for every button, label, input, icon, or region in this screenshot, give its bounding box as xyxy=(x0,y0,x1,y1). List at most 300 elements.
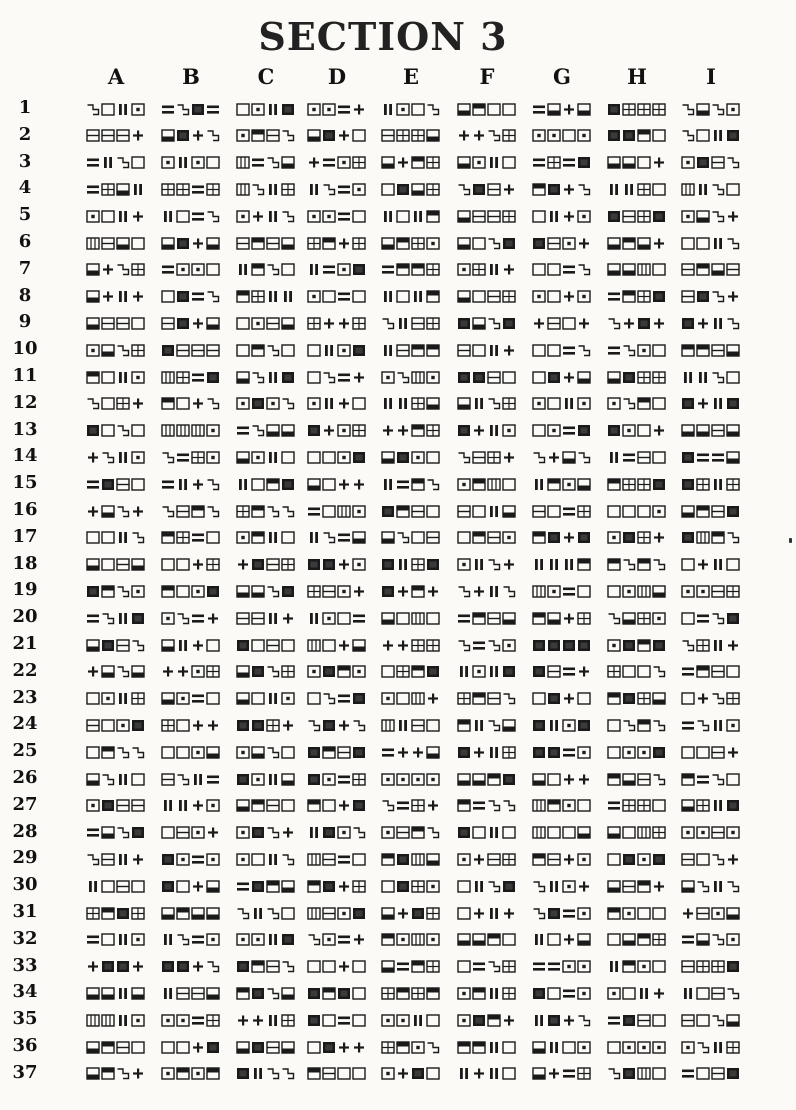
symbol-cell xyxy=(86,745,145,759)
vertical-bars-symbol xyxy=(532,558,546,571)
open-square-symbol xyxy=(161,1041,175,1054)
vertical-bars-symbol xyxy=(711,129,725,142)
symbol-cell xyxy=(532,156,591,170)
column-square-symbol xyxy=(637,263,651,276)
hook-symbol xyxy=(352,719,366,732)
equals-symbol xyxy=(607,1014,621,1027)
plus-symbol xyxy=(726,210,740,223)
solid-square-symbol xyxy=(502,665,516,678)
open-square-symbol xyxy=(652,451,666,464)
plus-symbol xyxy=(652,317,666,330)
plus-symbol xyxy=(426,799,440,812)
solid-square-symbol xyxy=(607,103,621,116)
row-number: 25 xyxy=(12,740,38,762)
symbol-cell xyxy=(307,424,366,438)
solid-square-symbol xyxy=(532,237,546,250)
vertical-bars-symbol xyxy=(411,210,425,223)
bottom-bar-square-symbol xyxy=(457,237,471,250)
hook-symbol xyxy=(281,1067,295,1080)
vertical-bars-symbol xyxy=(381,103,395,116)
open-square-symbol xyxy=(502,1067,516,1080)
equals-symbol xyxy=(86,478,100,491)
symbol-cell xyxy=(607,263,666,277)
solid-square-symbol xyxy=(176,237,190,250)
plus-symbol xyxy=(696,692,710,705)
bottom-bar-square-symbol xyxy=(457,210,471,223)
dotted-square-symbol xyxy=(502,531,516,544)
dotted-square-symbol xyxy=(652,1041,666,1054)
symbol-cell xyxy=(457,236,516,250)
vertical-bars-symbol xyxy=(532,1014,546,1027)
symbol-cell xyxy=(86,450,145,464)
symbol-cell xyxy=(236,745,295,759)
symbol-cell xyxy=(236,370,295,384)
open-square-symbol xyxy=(681,558,695,571)
column-square-symbol xyxy=(637,585,651,598)
solid-square-symbol xyxy=(396,853,410,866)
hook-symbol xyxy=(322,371,336,384)
symbol-cell xyxy=(307,558,366,572)
open-square-symbol xyxy=(131,237,145,250)
symbol-cell xyxy=(607,182,666,196)
split-square-symbol xyxy=(487,290,501,303)
split-square-symbol xyxy=(681,960,695,973)
grid-square-symbol xyxy=(652,103,666,116)
open-square-symbol xyxy=(726,371,740,384)
hook-symbol xyxy=(116,424,130,437)
grid-square-symbol xyxy=(411,880,425,893)
bottom-bar-square-symbol xyxy=(381,612,395,625)
plus-symbol xyxy=(502,263,516,276)
symbol-cell xyxy=(457,450,516,464)
symbol-cell xyxy=(236,558,295,572)
top-bar-square-symbol xyxy=(266,478,280,491)
split-square-symbol xyxy=(322,1067,336,1080)
row-number: 17 xyxy=(12,525,38,547)
bottom-bar-square-symbol xyxy=(86,1067,100,1080)
plus-symbol xyxy=(426,585,440,598)
bottom-bar-square-symbol xyxy=(86,639,100,652)
dotted-square-symbol xyxy=(637,344,651,357)
symbol-cell xyxy=(457,906,516,920)
open-square-symbol xyxy=(206,639,220,652)
top-bar-square-symbol xyxy=(487,933,501,946)
vertical-bars-symbol xyxy=(116,853,130,866)
dotted-square-symbol xyxy=(622,907,636,920)
open-square-symbol xyxy=(101,397,115,410)
split-square-symbol xyxy=(622,210,636,223)
solid-square-symbol xyxy=(607,210,621,223)
solid-square-symbol xyxy=(236,773,250,786)
hook-symbol xyxy=(726,237,740,250)
dotted-square-symbol xyxy=(206,799,220,812)
solid-square-symbol xyxy=(532,746,546,759)
vertical-bars-symbol xyxy=(711,317,725,330)
top-bar-square-symbol xyxy=(251,237,265,250)
dotted-square-symbol xyxy=(577,210,591,223)
top-bar-square-symbol xyxy=(472,692,486,705)
top-bar-square-symbol xyxy=(161,531,175,544)
vertical-bars-symbol xyxy=(547,719,561,732)
plus-symbol xyxy=(322,317,336,330)
solid-square-symbol xyxy=(622,1014,636,1027)
bottom-bar-square-symbol xyxy=(577,933,591,946)
open-square-symbol xyxy=(652,263,666,276)
solid-square-symbol xyxy=(176,317,190,330)
equals-symbol xyxy=(622,451,636,464)
symbol-cell xyxy=(307,209,366,223)
column-square-symbol xyxy=(681,183,695,196)
plus-symbol xyxy=(206,826,220,839)
symbol-cell xyxy=(236,290,295,304)
grid-square-symbol xyxy=(176,531,190,544)
dotted-square-symbol xyxy=(502,639,516,652)
dotted-square-symbol xyxy=(161,1014,175,1027)
solid-square-symbol xyxy=(307,773,321,786)
bottom-bar-square-symbol xyxy=(86,290,100,303)
equals-symbol xyxy=(337,692,351,705)
symbol-cell xyxy=(681,316,740,330)
plus-symbol xyxy=(681,907,695,920)
solid-square-symbol xyxy=(307,1014,321,1027)
row-number: 4 xyxy=(18,177,32,199)
top-bar-square-symbol xyxy=(411,585,425,598)
symbol-cell xyxy=(381,263,440,277)
vertical-bars-symbol xyxy=(161,210,175,223)
plus-symbol xyxy=(337,478,351,491)
hook-symbol xyxy=(206,290,220,303)
top-bar-square-symbol xyxy=(396,1041,410,1054)
symbol-cell xyxy=(457,718,516,732)
top-bar-square-symbol xyxy=(532,531,546,544)
grid-square-symbol xyxy=(426,263,440,276)
bottom-bar-square-symbol xyxy=(161,692,175,705)
plus-symbol xyxy=(472,1067,486,1080)
equals-symbol xyxy=(562,987,576,1000)
bottom-bar-square-symbol xyxy=(352,639,366,652)
plus-symbol xyxy=(337,317,351,330)
vertical-bars-symbol xyxy=(487,1041,501,1054)
solid-square-symbol xyxy=(337,987,351,1000)
dotted-square-symbol xyxy=(562,237,576,250)
hook-symbol xyxy=(161,451,175,464)
dotted-square-symbol xyxy=(191,665,205,678)
vertical-bars-symbol xyxy=(307,612,321,625)
symbol-cell xyxy=(381,826,440,840)
symbol-cell xyxy=(381,665,440,679)
top-bar-square-symbol xyxy=(472,987,486,1000)
grid-square-symbol xyxy=(352,237,366,250)
plus-symbol xyxy=(472,853,486,866)
open-square-symbol xyxy=(206,156,220,169)
top-bar-square-symbol xyxy=(622,960,636,973)
hook-symbol xyxy=(726,156,740,169)
vertical-bars-symbol xyxy=(457,665,471,678)
grid-square-symbol xyxy=(352,880,366,893)
symbol-cell xyxy=(607,370,666,384)
hook-symbol xyxy=(86,397,100,410)
bottom-bar-square-symbol xyxy=(281,317,295,330)
row-number: 20 xyxy=(12,606,38,628)
symbol-cell xyxy=(236,236,295,250)
plus-symbol xyxy=(562,290,576,303)
plus-symbol xyxy=(322,424,336,437)
hook-symbol xyxy=(176,612,190,625)
symbol-cell xyxy=(161,504,220,518)
solid-square-symbol xyxy=(101,799,115,812)
split-square-symbol xyxy=(472,451,486,464)
solid-square-symbol xyxy=(547,1014,561,1027)
top-bar-square-symbol xyxy=(396,505,410,518)
symbol-cell xyxy=(307,611,366,625)
split-square-symbol xyxy=(266,639,280,652)
bottom-bar-square-symbol xyxy=(607,156,621,169)
bottom-bar-square-symbol xyxy=(206,237,220,250)
hook-symbol xyxy=(426,826,440,839)
symbol-cell xyxy=(307,879,366,893)
dotted-square-symbol xyxy=(637,853,651,866)
solid-square-symbol xyxy=(281,371,295,384)
grid-square-symbol xyxy=(622,103,636,116)
open-square-symbol xyxy=(352,960,366,973)
symbol-cell xyxy=(381,531,440,545)
symbol-cell xyxy=(532,772,591,786)
dotted-square-symbol xyxy=(652,505,666,518)
dotted-square-symbol xyxy=(457,853,471,866)
vertical-bars-symbol xyxy=(547,880,561,893)
symbol-cell xyxy=(381,316,440,330)
symbol-cell xyxy=(307,182,366,196)
split-square-symbol xyxy=(176,826,190,839)
symbol-cell xyxy=(681,370,740,384)
open-square-symbol xyxy=(322,505,336,518)
dotted-square-symbol xyxy=(532,397,546,410)
dotted-square-symbol xyxy=(352,558,366,571)
plus-symbol xyxy=(652,880,666,893)
grid-square-symbol xyxy=(101,183,115,196)
solid-square-symbol xyxy=(281,103,295,116)
symbol-cell xyxy=(236,718,295,732)
hook-symbol xyxy=(487,880,501,893)
dotted-square-symbol xyxy=(176,263,190,276)
symbol-cell xyxy=(607,531,666,545)
symbol-cell xyxy=(161,343,220,357)
hook-symbol xyxy=(487,639,501,652)
dotted-square-symbol xyxy=(251,933,265,946)
bottom-bar-square-symbol xyxy=(206,317,220,330)
bottom-bar-square-symbol xyxy=(101,665,115,678)
solid-square-symbol xyxy=(726,129,740,142)
row-number: 22 xyxy=(12,659,38,681)
dotted-square-symbol xyxy=(307,103,321,116)
dotted-square-symbol xyxy=(396,1014,410,1027)
symbol-cell xyxy=(532,263,591,277)
column-header-h: H xyxy=(627,64,647,89)
plus-symbol xyxy=(532,317,546,330)
plus-symbol xyxy=(562,210,576,223)
open-square-symbol xyxy=(307,451,321,464)
symbol-cell xyxy=(457,1040,516,1054)
symbol-cell xyxy=(681,1040,740,1054)
grid-square-symbol xyxy=(307,237,321,250)
solid-square-symbol xyxy=(532,987,546,1000)
grid-square-symbol xyxy=(381,987,395,1000)
vertical-bars-symbol xyxy=(696,371,710,384)
hook-symbol xyxy=(206,129,220,142)
vertical-bars-symbol xyxy=(116,933,130,946)
hook-symbol xyxy=(711,371,725,384)
solid-square-symbol xyxy=(457,424,471,437)
open-square-symbol xyxy=(637,907,651,920)
symbol-cell xyxy=(532,424,591,438)
symbol-cell xyxy=(161,933,220,947)
symbol-cell xyxy=(457,584,516,598)
solid-square-symbol xyxy=(322,1041,336,1054)
dotted-square-symbol xyxy=(637,746,651,759)
vertical-bars-symbol xyxy=(532,933,546,946)
open-square-symbol xyxy=(607,505,621,518)
dotted-square-symbol xyxy=(176,1014,190,1027)
vertical-bars-symbol xyxy=(607,183,621,196)
top-bar-square-symbol xyxy=(472,478,486,491)
vertical-bars-symbol xyxy=(307,826,321,839)
top-bar-square-symbol xyxy=(681,773,695,786)
solid-square-symbol xyxy=(251,826,265,839)
top-bar-square-symbol xyxy=(266,880,280,893)
open-square-symbol xyxy=(547,397,561,410)
hook-symbol xyxy=(622,719,636,732)
hook-symbol xyxy=(681,103,695,116)
split-square-symbol xyxy=(711,424,725,437)
plus-symbol xyxy=(86,665,100,678)
top-bar-square-symbol xyxy=(457,719,471,732)
open-square-symbol xyxy=(652,397,666,410)
split-square-symbol xyxy=(532,505,546,518)
symbol-cell xyxy=(236,129,295,143)
symbol-cell xyxy=(532,236,591,250)
solid-square-symbol xyxy=(322,719,336,732)
solid-square-symbol xyxy=(161,960,175,973)
hook-symbol xyxy=(577,263,591,276)
symbol-cell xyxy=(381,745,440,759)
vertical-bars-symbol xyxy=(236,478,250,491)
hook-symbol xyxy=(116,344,130,357)
top-bar-square-symbol xyxy=(411,424,425,437)
open-square-symbol xyxy=(577,692,591,705)
hook-symbol xyxy=(266,585,280,598)
hook-symbol xyxy=(502,585,516,598)
solid-square-symbol xyxy=(547,639,561,652)
hook-symbol xyxy=(116,1067,130,1080)
vertical-bars-symbol xyxy=(487,585,501,598)
top-bar-square-symbol xyxy=(532,853,546,866)
equals-symbol xyxy=(191,290,205,303)
column-square-symbol xyxy=(411,692,425,705)
symbol-cell xyxy=(236,1040,295,1054)
plus-symbol xyxy=(577,665,591,678)
symbol-cell xyxy=(457,933,516,947)
vertical-bars-symbol xyxy=(472,397,486,410)
dotted-square-symbol xyxy=(562,799,576,812)
symbol-cell xyxy=(236,477,295,491)
symbol-cell xyxy=(457,826,516,840)
split-square-symbol xyxy=(696,907,710,920)
dotted-square-symbol xyxy=(502,424,516,437)
split-square-symbol xyxy=(711,156,725,169)
open-square-symbol xyxy=(281,799,295,812)
equals-symbol xyxy=(607,799,621,812)
hook-symbol xyxy=(116,156,130,169)
vertical-bars-symbol xyxy=(116,987,130,1000)
bottom-bar-square-symbol xyxy=(726,1014,740,1027)
vertical-bars-symbol xyxy=(116,371,130,384)
dotted-square-symbol xyxy=(562,880,576,893)
plus-symbol xyxy=(562,371,576,384)
hook-symbol xyxy=(322,692,336,705)
hook-symbol xyxy=(161,505,175,518)
solid-square-symbol xyxy=(281,585,295,598)
equals-symbol xyxy=(322,263,336,276)
split-square-symbol xyxy=(266,237,280,250)
symbol-cell xyxy=(161,584,220,598)
column-square-symbol xyxy=(696,531,710,544)
open-square-symbol xyxy=(652,1067,666,1080)
bottom-bar-square-symbol xyxy=(726,344,740,357)
solid-square-symbol xyxy=(176,290,190,303)
symbol-cell xyxy=(307,263,366,277)
plus-symbol xyxy=(191,1041,205,1054)
bottom-bar-square-symbol xyxy=(161,907,175,920)
column-square-symbol xyxy=(191,424,205,437)
top-bar-square-symbol xyxy=(236,987,250,1000)
symbol-cell xyxy=(236,316,295,330)
symbol-cell xyxy=(681,1067,740,1081)
grid-square-symbol xyxy=(622,478,636,491)
vertical-bars-symbol xyxy=(711,237,725,250)
solid-square-symbol xyxy=(696,290,710,303)
solid-square-symbol xyxy=(607,424,621,437)
bottom-bar-square-symbol xyxy=(577,371,591,384)
bottom-bar-square-symbol xyxy=(251,746,265,759)
plus-symbol xyxy=(101,263,115,276)
hook-symbol xyxy=(696,1041,710,1054)
plus-symbol xyxy=(191,719,205,732)
symbol-cell xyxy=(681,450,740,464)
symbol-cell xyxy=(532,450,591,464)
grid-square-symbol xyxy=(726,1041,740,1054)
bottom-bar-square-symbol xyxy=(161,639,175,652)
symbol-cell xyxy=(307,799,366,813)
symbol-cell xyxy=(161,370,220,384)
open-square-symbol xyxy=(547,826,561,839)
solid-square-symbol xyxy=(206,371,220,384)
symbol-cell xyxy=(161,450,220,464)
symbol-cell xyxy=(681,182,740,196)
symbol-cell xyxy=(457,799,516,813)
equals-symbol xyxy=(681,1067,695,1080)
dotted-square-symbol xyxy=(637,960,651,973)
symbol-cell xyxy=(307,290,366,304)
plus-symbol xyxy=(562,612,576,625)
bottom-bar-square-symbol xyxy=(281,156,295,169)
solid-square-symbol xyxy=(472,371,486,384)
dotted-square-symbol xyxy=(726,933,740,946)
solid-square-symbol xyxy=(236,960,250,973)
open-square-symbol xyxy=(472,290,486,303)
vertical-bars-symbol xyxy=(396,317,410,330)
column-square-symbol xyxy=(411,933,425,946)
equals-symbol xyxy=(322,156,336,169)
